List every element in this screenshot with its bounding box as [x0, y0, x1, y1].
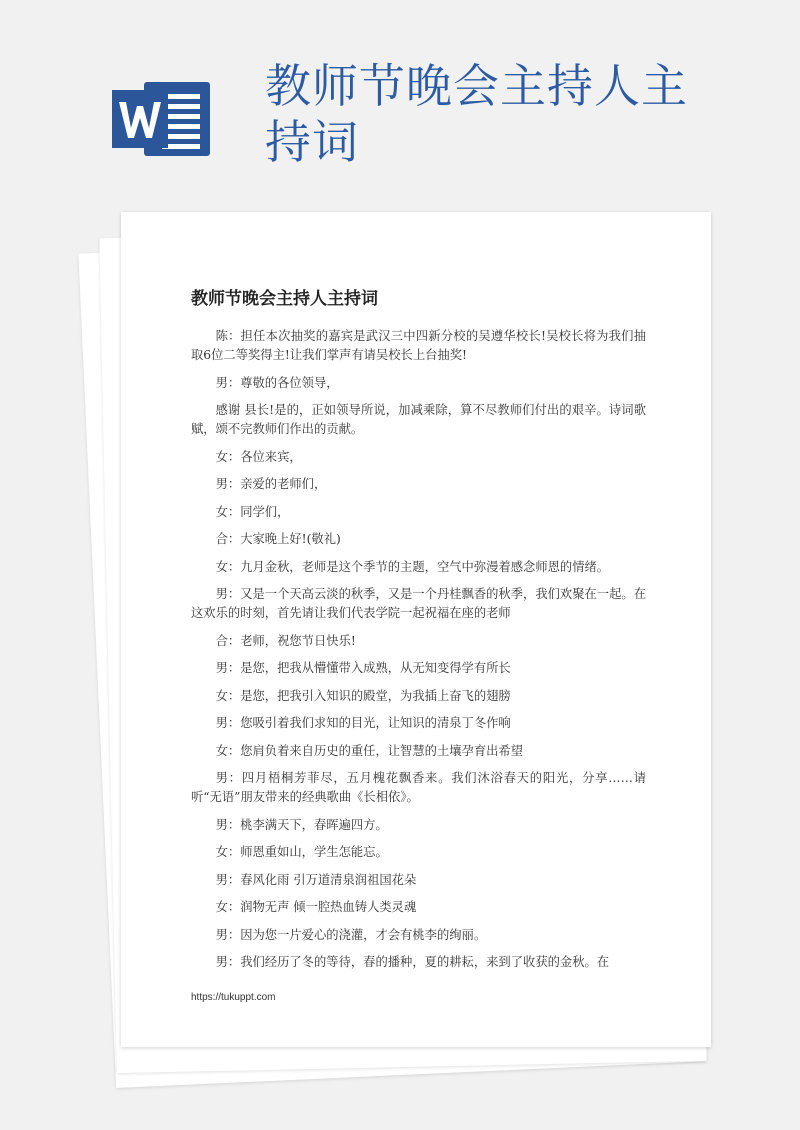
paragraph: 男：因为您一片爱心的浇灌，才会有桃李的绚丽。 [215, 927, 487, 942]
banner-title: 教师节晚会主持人主持词 [265, 59, 688, 169]
header-banner [0, 0, 800, 190]
paragraph: 陈：担任本次抽奖的嘉宾是武汉三中四新分校的吴遵华校长!吴校长将为我们抽取6位二等奖得主!让我们掌声有请吴校长上台抽奖! [191, 329, 646, 362]
paragraph: 男：尊敬的各位领导， [215, 375, 339, 390]
footer-url: https://tukuppt.com [191, 992, 276, 1003]
word-document-icon [110, 80, 212, 158]
paragraph: 女：师恩重如山，学生怎能忘。 [215, 845, 388, 859]
paragraph: 女：各位来宾， [215, 449, 302, 464]
paragraph: 女：润物无声 倾一腔热血铸人类灵魂 [215, 900, 417, 914]
paragraph: 合：大家晚上好!(敬礼) [215, 532, 341, 546]
paragraph: 男：又是一个天高云淡的秋季，又是一个丹桂飘香的秋季，我们欢聚在一起。在这欢乐的时刻，首先请让我们代表学院一起祝福在座的老师 [191, 587, 646, 620]
document-page [121, 212, 711, 1047]
paragraph: 合：老师，祝您节日快乐! [215, 633, 356, 648]
paragraph: 男：是您，把我从懵懂带入成熟，从无知变得学有所长 [215, 661, 511, 675]
paragraph: 女：九月金秋，老师是这个季节的主题，空气中弥漫着感念师恩的情绪。 [215, 559, 610, 574]
paragraph: 男：您吸引着我们求知的目光，让知识的清泉丁冬作响 [215, 716, 511, 730]
document-body [191, 327, 646, 981]
paragraph: 男：四月梧桐芳菲尽，五月槐花飘香来。我们沐浴春天的阳光，分享……请听“无语”朋友带来的经典歌曲《长相依》。 [191, 771, 646, 804]
paragraph: 女：您肩负着来自历史的重任，让智慧的土壤孕育出希望 [215, 743, 524, 758]
paragraph: 男：桃李满天下，春晖遍四方。 [215, 817, 388, 832]
paragraph: 女：同学们， [215, 504, 290, 519]
paragraph: 感谢 县长!是的，正如领导所说，加减乘除，算不尽教师们付出的艰辛。诗词歌赋，颂不完教师们作出的贡献。 [191, 403, 646, 436]
paragraph: 男：春风化雨 引万道清泉润祖国花朵 [215, 872, 417, 887]
document-title: 教师节晚会主持人主持词 [191, 289, 378, 309]
paragraph: 男：亲爱的老师们， [215, 477, 327, 491]
paragraph: 女：是您，把我引入知识的殿堂，为我插上奋飞的翅膀 [215, 688, 511, 703]
paragraph: 男：我们经历了冬的等待，春的播种，夏的耕耘，来到了收获的金秋。在 [215, 955, 610, 969]
